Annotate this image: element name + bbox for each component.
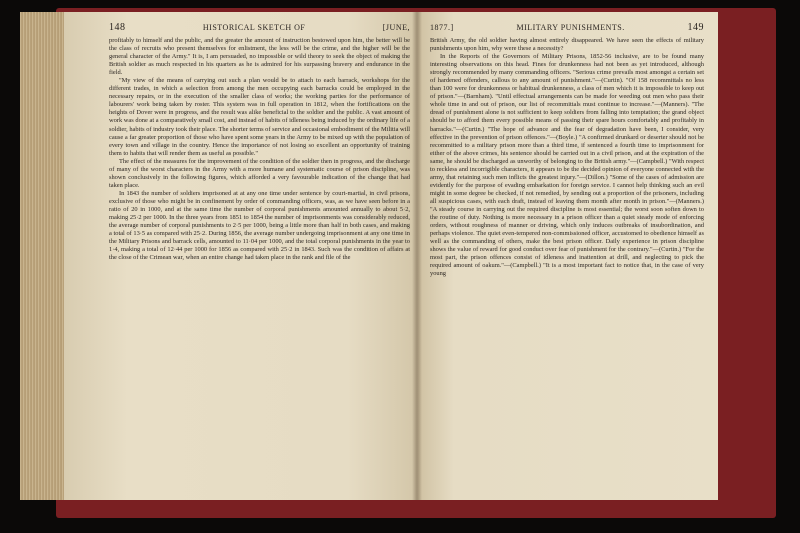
left-page: [64, 12, 418, 500]
left-paragraph: "My view of the means of carrying out such a plan would be to attach to each barrack, workshops for the different trades, in which a selection from among the men occupying each barracks could be employed in the necessary repairs, or in the execution of the smaller class of works; the working parties for the performance of labourers' work being taken by roster. This system was in full operation in 1812, when the fortifications on the heights of Dover were in progress, and the result was alike beneficial to the soldier and the public. A vast amount of work was done at a comparatively small cost, and instead of habits of idleness being induced by the ordinary life of a soldier, habits of industry took their place. The shorter terms of service and occasional embodiment of the Militia will cause a far greater proportion of those who have spent some years in the Army to be mixed up with the population of every town and village in the country. Hence the importance of not losing so excellent an opportunity of training them to habits that will render them as useful as possible.": [109, 77, 410, 157]
right-page: [418, 12, 718, 500]
left-paragraph: In 1843 the number of soldiers imprisoned at at any one time under sentence by court-martial, in civil prisons, exclusive of those who might be in confinement by order of commanding officers, was, as we have seen before in a ratio of 20 in 1000, and at the same time the number of corporal punishments amounted annually to about 5·2, making 25·2 per 1000. In the three years from 1851 to 1854 the number of imprisonments was considerably reduced, the average number of corporal punishments to 2·5 per 1000, being a little more than half in both cases, and making a total of 13·5 as compared with 25·2. During 1856, the average number undergoing imprisonment at any one time in the Military Prisons and barrack cells, amounted to 11·04 per 1000, and the total corporal punishments in the year to 1·4, making a total of 12·44 per 1000 for 1856 as compared with 25·2 in 1843. Such was the condition of affairs at the close of the Crimean war, when an entire change had taken place in the rank and file of the: [109, 189, 410, 262]
left-paragraph: The effect of the measures for the improvement of the condition of the soldier then in progress, and the discharge of many of the worst characters in the Army with a more humane and systematic course of prison discipline, was shown conclusively in the following figures, which afforded a very favourable indication of the change that had taken place.: [109, 157, 410, 189]
right-paragraph: In the Reports of the Governors of Military Prisons, 1852-56 inclusive, are to be found many interesting observations on this head. Fines for drunkenness had not been as yet introduced, although strongly recommended by many commanding officers. "Serious crime prevails most amongst a certain set of hardened offenders, callous to any amount of punishment."—(Curtin). "Of 158 recommittals no less than 100 were for drunkenness or habitual drunkenness, a class of men which it is impossible to keep out of prison."—(Barnham). "Until effectual arrangements can be made for weeding out men who pass their whole time in and out of prison, our list of recommittals must continue to increase."—(Manners). "The dread of punishment alone is not sufficient to keep soldiers from falling into temptation; the grand object should be to afford them every possible means of passing their spare hours comfortably and profitably in barracks."—(Curtin.) "The hope of advance and the fear of degradation have been, I consider, very effective in the prevention of prison offences."—(Boyle.) "A confirmed drunkard or deserter should not be recommitted to a military prison more than a third time, if sentenced a fourth time to imprisonment for either of the above crimes, his sentence should be carried out in a civil prison, and at the expiration of the same, he should be discharged as unworthy of belonging to the British army."—(Campbell.) "With respect to reckless and incorrigible characters, it appears to be the decided opinion of everyone connected with the army, that retaining such men inflicts the greatest injury."—(Dillon.) "Some of the cases of admission are evidently for the purpose of evading embarkation for foreign service. I cannot help thinking such an evil might in some degree be checked, if not remedied, by sending out a proportion of the prisoners, including all suspicious cases, with each draft, instead of leaving them month after month in prison."—(Manners.) "A steady course in carrying out the required discipline is most essential; the worst soon soften down to the routine of duty. Nothing is more necessary in a prison officer than a quiet steady mode of enforcing orders, without roughness of manner or driving, which only induces outbreaks of insubordination, and perhaps violence. The quiet even-tempered non-commissioned officer, accustomed to obedience himself as well as the commanding of others, make the best prison officer. Daily experience in prison discipline shows the value of reward for good conduct over fear of punishment for the contrary."—(Curtin.) "For the most part, the prison offences consist of idleness and inattention at drill, and neglecting to pick the required amount of oakum."—(Campbell.) "It is a most important fact to notice that, in the case of very young: [430, 53, 704, 278]
left-page-header: [109, 22, 410, 33]
right-page-body: [430, 37, 704, 278]
right-date-mark: 1877.]: [430, 23, 454, 32]
right-running-title: MILITARY PUNISHMENTS.: [516, 23, 625, 32]
right-page-header: [430, 22, 704, 33]
left-paragraph: profitably to himself and the public, and the greater the amount of instruction bestowed upon him, the better will be the class of recruits who present themselves for enlistment, the less will be the crime, and the higher will be the general character of the Army." It is, I am persuaded, no impossible or wild theory to seek the object of making the British soldier as much respected in his quarters as he is admired for his surpassing bravery and endurance in the field.: [109, 37, 410, 77]
book-gutter: [412, 12, 422, 500]
page-edges: [20, 12, 64, 500]
left-page-body: [109, 37, 410, 262]
right-paragraph: British Army, the old soldier having almost entirely disappeared. We have seen the effects of military punishments upon him, why were these a necessity?: [430, 37, 704, 53]
right-page-number: 149: [687, 22, 704, 33]
left-date-mark: [JUNE,: [382, 23, 410, 32]
left-running-title: HISTORICAL SKETCH OF: [202, 23, 306, 32]
left-page-number: 148: [109, 22, 126, 33]
